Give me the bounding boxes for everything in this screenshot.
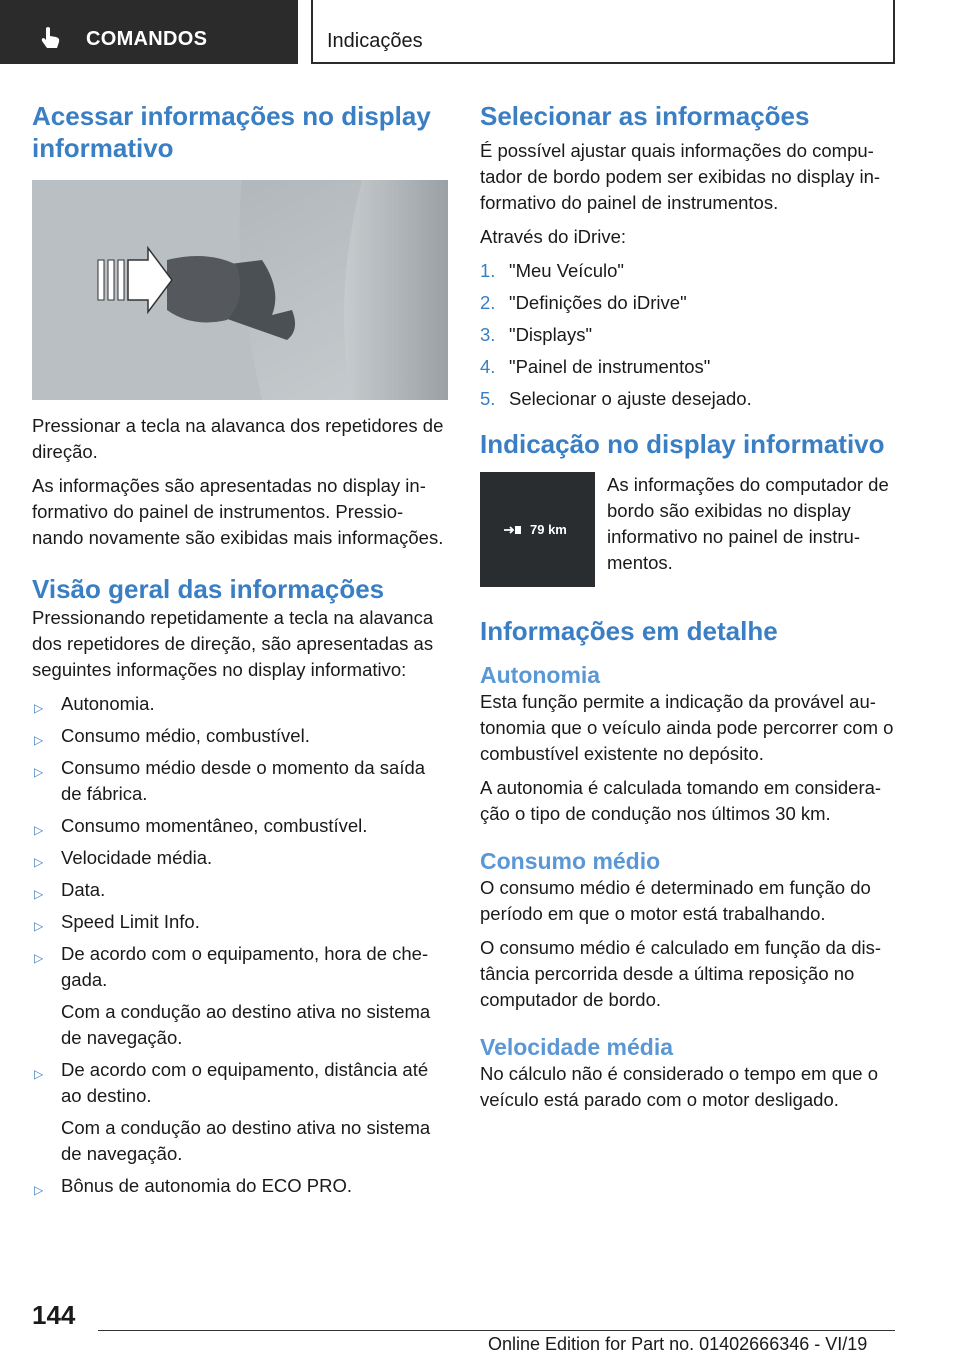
edition-footer: Online Edition for Part no. 01402666346 - VI/19 (488, 1334, 868, 1354)
triangle-bullet-icon: ▷ (34, 1067, 44, 1081)
list-item-note: Com a condução ao destino ativa no sistema de navegação. (61, 1001, 431, 1048)
paragraph-press-key: Pressionar a tecla na alavanca dos repetidores de direção. (32, 415, 444, 462)
heading-details: Informações em detalhe (480, 616, 778, 646)
step-item: 2. "Definições do iDrive" (480, 292, 687, 313)
display-indication-row (480, 472, 895, 587)
heading-display-indication: Indicação no display informativo (480, 429, 885, 459)
paragraph-adjust: É possível ajustar quais informações do computador de bordo podem ser exibidas no display informativo do painel de instrumentos. (480, 140, 881, 213)
triangle-bullet-icon: ▷ (34, 1183, 44, 1197)
triangle-bullet-icon: ▷ (34, 733, 44, 747)
paragraph-autonomy-2: A autonomia é calculada tomando em consideração o tipo de condução nos últimos 30 km. (480, 777, 882, 824)
triangle-bullet-icon: ▷ (34, 951, 44, 965)
list-item: ▷ Speed Limit Info. (32, 909, 448, 935)
paragraph-autonomy-1: Esta função permite a indicação da provável autonomia que o veículo ainda pode percorrer com o combustível existente no depósito. (480, 691, 894, 764)
footer-rule (98, 1330, 895, 1331)
hand-pointer-icon (40, 26, 62, 50)
paragraph-overview-intro: Pressionando repetidamente a tecla na alavanca dos repetidores de direção, são apresentadas as seguintes informações no display informativo: (32, 607, 434, 680)
range-display-image (480, 472, 595, 587)
subheading-autonomy: Autonomia (480, 662, 601, 688)
list-item: ▷ De acordo com o equipamento, distância até ao destino. Com a condução ao destino ativa no sistema de navegação. (32, 1057, 448, 1167)
step-item: 3. "Displays" (480, 324, 593, 345)
paragraph-via-idrive: Através do iDrive: (480, 226, 626, 247)
triangle-bullet-icon: ▷ (34, 919, 44, 933)
triangle-bullet-icon: ▷ (34, 701, 44, 715)
list-item: ▷ Consumo médio, combustível. (32, 723, 448, 749)
paragraph-consumption-1: O consumo médio é determinado em função do período em que o motor está trabalhando. (480, 877, 871, 924)
info-list (32, 691, 448, 1199)
triangle-bullet-icon: ▷ (34, 887, 44, 901)
triangle-bullet-icon: ▷ (34, 765, 44, 779)
list-item-note: Com a condução ao destino ativa no sistema de navegação. (61, 1117, 431, 1164)
triangle-bullet-icon: ▷ (34, 823, 44, 837)
heading-select-info: Selecionar as informações (480, 101, 810, 131)
paragraph-consumption-2: O consumo médio é calculado em função da distância percorrida desde a última reposição no computador de bordo. (480, 937, 882, 1010)
step-item: 4. "Painel de instrumentos" (480, 356, 711, 377)
fuel-range-icon (504, 524, 522, 536)
range-value: 79 km (530, 522, 567, 537)
section-label: COMANDOS (86, 28, 208, 50)
step-item: 1. "Meu Veículo" (480, 260, 624, 281)
subheading-avg-speed: Velocidade média (480, 1034, 674, 1060)
list-item: ▷ Autonomia. (32, 691, 448, 717)
chapter-title: Indicações (327, 30, 423, 52)
step-item: 5. Selecionar o ajuste desejado. (480, 388, 752, 409)
paragraph-speed: No cálculo não é considerado o tempo em que o veículo está parado com o motor desligado. (480, 1063, 879, 1110)
list-item: ▷ Consumo momentâneo, combustível. (32, 813, 448, 839)
section-tab (0, 0, 298, 64)
triangle-bullet-icon: ▷ (34, 855, 44, 869)
heading-access-info: Acessar informações no display informativo (32, 101, 431, 163)
paragraph-display-info: As informações do computador de bordo são exibidas no display informativo no painel de instrumentos. (607, 474, 889, 573)
list-item: ▷ Bônus de autonomia do ECO PRO. (32, 1173, 448, 1199)
turn-signal-lever-photo (32, 180, 448, 400)
page-number: 144 (32, 1300, 76, 1330)
subheading-avg-consumption: Consumo médio (480, 848, 661, 874)
right-column (480, 100, 895, 1113)
list-item: ▷ Velocidade média. (32, 845, 448, 871)
list-item: ▷ Consumo médio desde o momento da saída de fábrica. (34, 757, 426, 804)
list-item: ▷ De acordo com o equipamento, hora de chegada. Com a condução ao destino ativa no sistema de navegação. (32, 941, 448, 1051)
steps-list (480, 258, 895, 412)
paragraph-info-shown: As informações são apresentadas no display informativo do painel de instrumentos. Pressionando novamente são exibidas mais informações. (32, 475, 444, 548)
left-column (32, 100, 448, 1205)
heading-overview: Visão geral das informações (32, 574, 385, 604)
chapter-header (311, 0, 895, 64)
list-item: ▷ Data. (32, 877, 448, 903)
